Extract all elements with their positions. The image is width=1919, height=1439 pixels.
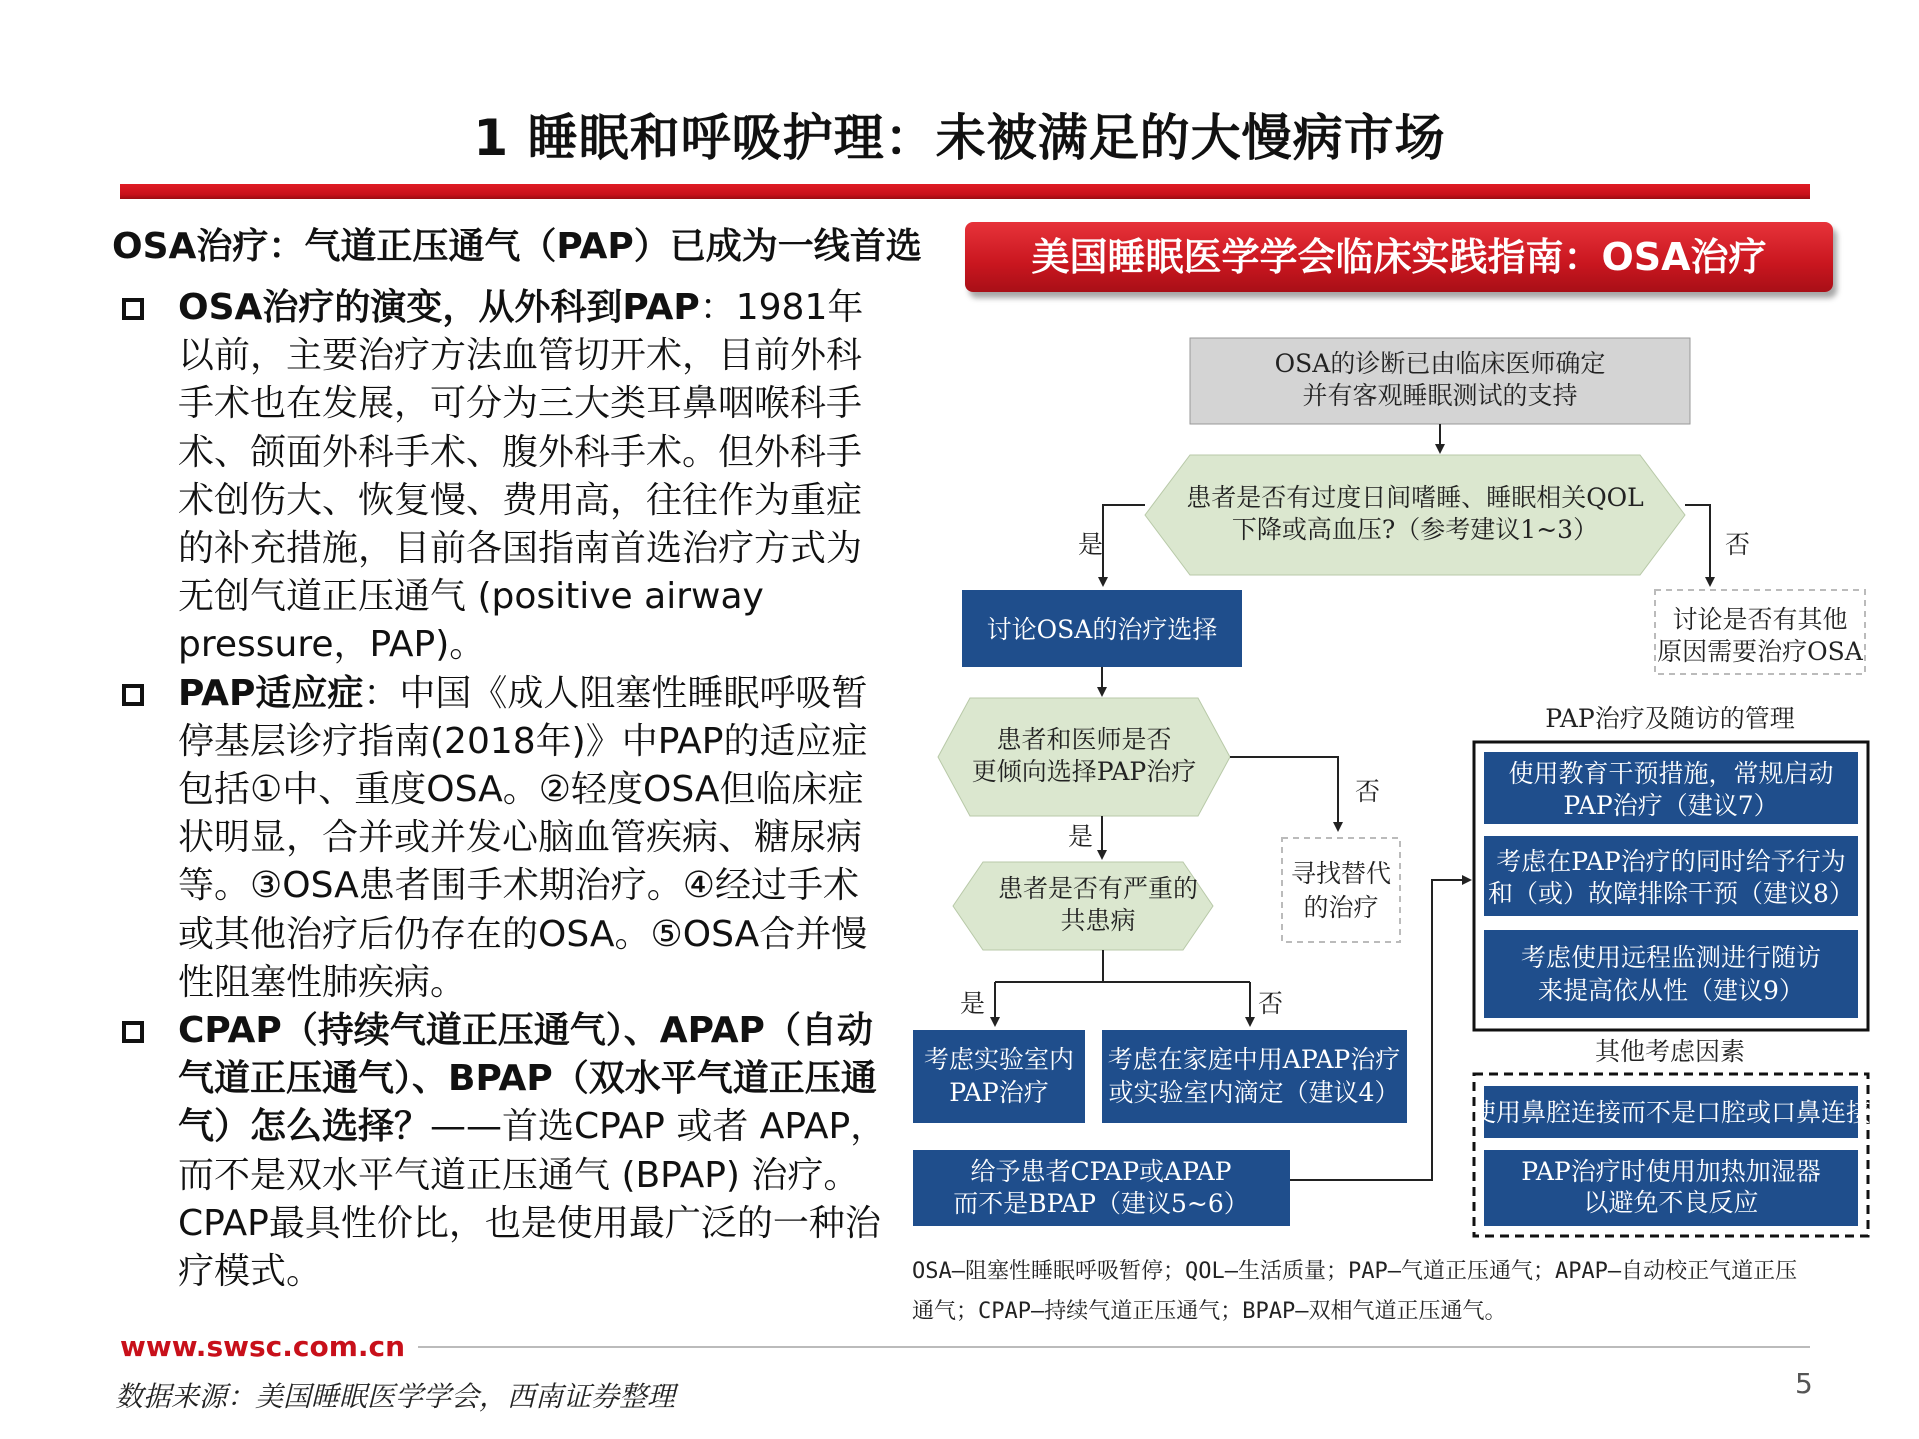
bullet-text: ——首选CPAP 或者 APAP，而不是双水平气道正压通气 (BPAP) 治疗。CPAP最具性价比，也是使用最广泛的一种治疗模式。	[178, 1106, 887, 1293]
footer-divider	[418, 1346, 1810, 1348]
bullet-heading: PAP适应症	[178, 672, 364, 714]
decision1-line-2: 下降或高血压?（参考建议1~3）	[1231, 515, 1599, 544]
yes-label: 是	[1068, 822, 1094, 851]
footer-url[interactable]: www.swsc.com.cn	[120, 1330, 406, 1363]
no-label: 否	[1258, 989, 1284, 1018]
yes-label: 是	[1078, 530, 1104, 559]
no-label: 否	[1355, 777, 1381, 806]
mgmt1-line-2: PAP治疗（建议7）	[1563, 791, 1779, 820]
page-number: 5	[1795, 1367, 1813, 1400]
mgmt1-line-1: 使用教育干预措施，常规启动	[1508, 759, 1834, 788]
cpap-line-1: 给予患者CPAP或APAP	[970, 1157, 1232, 1186]
bullet-heading: OSA治疗的演变，从外科到PAP	[178, 287, 700, 328]
decision1-line-1: 患者是否有过度日间嗜睡、睡眠相关QOL	[1186, 483, 1644, 512]
section-subtitle: OSA治疗：气道正压通气（PAP）已成为一线首选	[112, 226, 922, 267]
decision2-line-2: 更倾向选择PAP治疗	[971, 757, 1197, 786]
other2-line-2: 以避免不良反应	[1583, 1188, 1759, 1217]
data-source: 数据来源：美国睡眠医学学会，西南证券整理	[115, 1380, 676, 1413]
lab-line-1: 考虑实验室内	[923, 1045, 1075, 1074]
decision2-line-1: 患者和医师是否	[996, 725, 1172, 754]
other-cause-line-1: 讨论是否有其他	[1672, 605, 1848, 634]
mgmt3-line-2: 来提高依从性（建议9）	[1538, 976, 1804, 1005]
cpap-line-2: 而不是BPAP（建议5~6）	[953, 1189, 1249, 1218]
management-title: PAP治疗及随访的管理	[1545, 704, 1795, 733]
home-line-1: 考虑在家庭中用APAP治疗	[1107, 1045, 1401, 1074]
discuss-options-label: 讨论OSA的治疗选择	[986, 615, 1218, 644]
no-label: 否	[1725, 530, 1751, 559]
decision3-line-2: 共患病	[1060, 906, 1136, 935]
diagram-banner: 美国睡眠医学学会临床实践指南：OSA治疗	[965, 222, 1833, 292]
other1-line-1: 使用鼻腔连接而不是口腔或口鼻连接	[1470, 1098, 1872, 1127]
page-title: 1 睡眠和呼吸护理：未被满足的大慢病市场	[473, 109, 1446, 167]
lab-line-2: PAP治疗	[949, 1078, 1049, 1107]
bullet-text: ：中国《成人阻塞性睡眠呼吸暂停基层诊疗指南(2018年)》中PAP的适应症包括①中、重度OSA。②轻度OSA但临床症状明显，合并或并发心脑血管疾病、糖尿病等。③OSA患者围手术期治疗。④经过手术或其他治疗后仍存在的OSA。⑤OSA合并慢性阻塞性肺疾病。	[178, 672, 868, 1003]
other2-line-1: PAP治疗时使用加热加湿器	[1521, 1157, 1821, 1186]
alt-line-1: 寻找替代	[1290, 859, 1392, 888]
legend-line: 通气；CPAP—持续气道正压通气；BPAP—双相气道正压通气。	[912, 1299, 1507, 1324]
legend-line: OSA—阻塞性睡眠呼吸暂停；QOL—生活质量；PAP—气道正压通气；APAP—自动校正气道正压	[912, 1259, 1798, 1284]
abbreviation-legend	[912, 1252, 1892, 1332]
other-considerations-title: 其他考虑因素	[1594, 1037, 1746, 1066]
bullet-heading: CPAP（持续气道正压通气）、APAP（自动气道正压通气）、BPAP（双水平气道正压通气）怎么选择？	[178, 1010, 877, 1148]
mgmt3-line-1: 考虑使用远程监测进行随访	[1520, 943, 1822, 972]
other-cause-line-2: 原因需要治疗OSA	[1657, 637, 1863, 666]
home-line-2: 或实验室内滴定（建议4）	[1108, 1078, 1400, 1107]
bullet-text: ：1981年以前，主要治疗方法血管切开术，目前外科手术也在发展，可分为三大类耳鼻咽喉科手术、颌面外科手术、腹外科手术。但外科手术创伤大、恢复慢、费用高，往往作为重症的补充措施，目前各国指南首选治疗方式为无创气道正压通气 (positive airway pressure，PAP)。	[178, 287, 864, 666]
diagnosis-line-1: OSA的诊断已由临床医师确定	[1274, 349, 1606, 378]
home-apap-box	[1102, 1030, 1407, 1123]
mgmt2-line-2: 和（或）故障排除干预（建议8）	[1488, 879, 1854, 908]
mgmt2-line-1: 考虑在PAP治疗的同时给予行为	[1496, 847, 1846, 876]
alternative-treatment-box	[1282, 838, 1400, 942]
diagnosis-line-2: 并有客观睡眠测试的支持	[1302, 381, 1578, 410]
lab-pap-box	[913, 1030, 1085, 1123]
decision3-line-1: 患者是否有严重的	[997, 874, 1199, 903]
alt-line-2: 的治疗	[1303, 893, 1379, 922]
yes-label: 是	[960, 989, 986, 1018]
